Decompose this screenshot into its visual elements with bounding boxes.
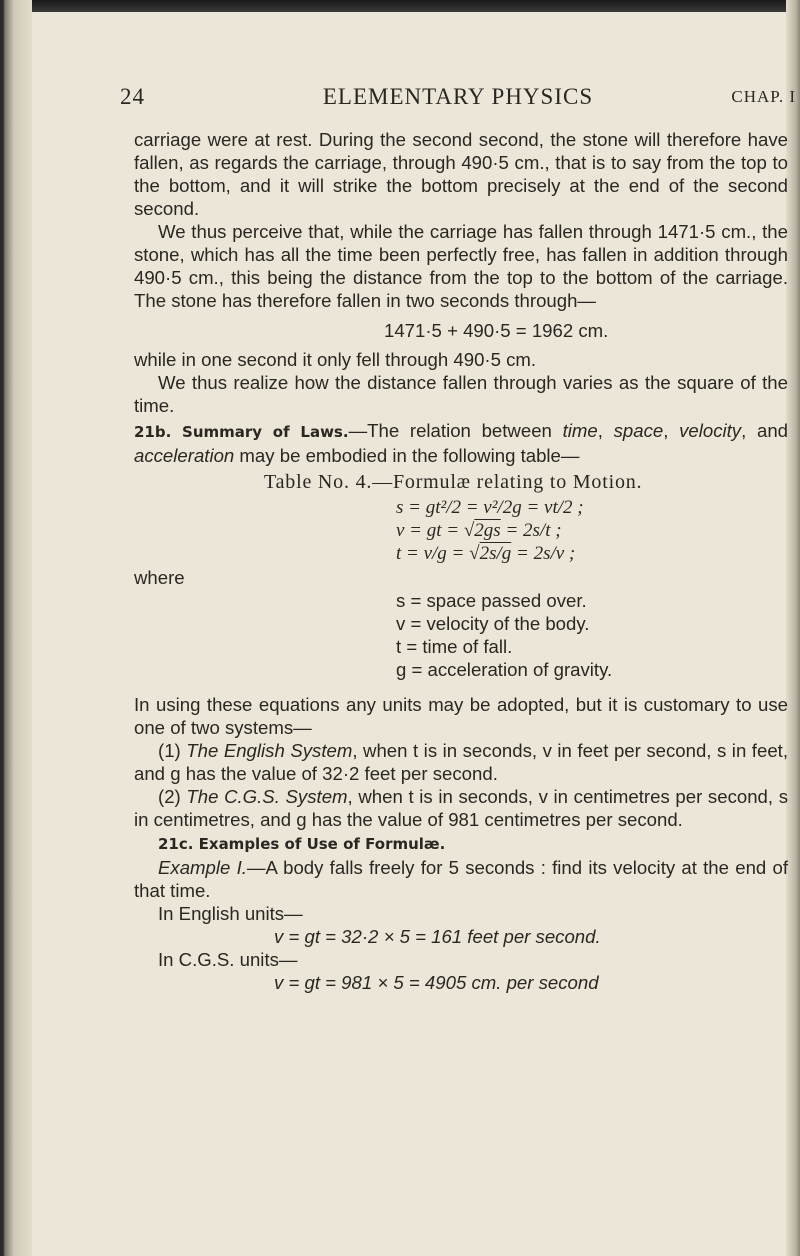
running-header: [120, 84, 796, 114]
where-label: where: [134, 567, 185, 588]
term-velocity: velocity: [679, 420, 742, 441]
section-21b: 21b. Summary of Laws.—The relation between time, space, velocity, and acceleration may be embodied in the following table—: [134, 420, 788, 466]
calculation: v = gt = 981 × 5 = 4905 cm. per second: [274, 972, 599, 993]
example-paragraph: Example I.—A body falls freely for 5 seconds : find its velocity at the end of that time.: [134, 857, 788, 901]
cgs-system-name: The C.G.S. System: [186, 786, 348, 807]
definition: s = space passed over.: [396, 590, 587, 611]
definition: g = acceleration of gravity.: [396, 659, 613, 680]
units-label: In C.G.S. units—: [158, 949, 298, 970]
running-title: ELEMENTARY PHYSICS: [322, 84, 594, 109]
section-number: 21c.: [158, 835, 194, 853]
english-system-item: (1) The English System, when t is in seconds, v in feet per second, s in feet, and g has the value of 32·2 feet per second.: [134, 740, 788, 784]
section-title: Summary of Laws.: [182, 423, 349, 441]
equation: 1471·5 + 490·5 = 1962 cm.: [384, 320, 609, 341]
section-title: Examples of Use of Formulæ.: [198, 835, 446, 853]
paragraph: while in one second it only fell through 490·5 cm.: [134, 349, 537, 370]
page-body: [134, 128, 788, 994]
table-title: Table No. 4.—Formulæ relating to Motion.: [264, 471, 643, 493]
page-number: 24: [120, 84, 145, 109]
definition: t = time of fall.: [396, 636, 513, 657]
english-system-name: The English System: [186, 740, 353, 761]
scan-right-edge: [786, 0, 800, 1256]
term-time: time: [562, 420, 598, 441]
section-number: 21b.: [134, 423, 172, 441]
units-label: In English units—: [158, 903, 303, 924]
example-label: Example I.: [158, 857, 247, 878]
cgs-system-item: (2) The C.G.S. System, when t is in seconds, v in centimetres per second, s in centimetres, and g has the value of 981 centimetres per second.: [134, 786, 789, 830]
section-21c: [134, 831, 788, 856]
definition: v = velocity of the body.: [396, 613, 590, 634]
calculation: v = gt = 32·2 × 5 = 161 feet per second.: [274, 926, 601, 947]
paragraph: In using these equations any units may be adopted, but it is customary to use one of two systems—: [134, 694, 788, 738]
formula-line: v = gt = √2gs = 2s/t ;: [396, 520, 562, 541]
formula-line: t = v/g = √2s/g = 2s/v ;: [396, 543, 576, 564]
chapter-label: CHAP. I: [731, 87, 796, 106]
term-acceleration: acceleration: [134, 445, 235, 466]
formula-table: [134, 496, 788, 566]
term-space: space: [613, 420, 664, 441]
scan-binding-edge: [0, 0, 32, 1256]
paragraph: We thus realize how the distance fallen through varies as the square of the time.: [134, 372, 788, 416]
paragraph: carriage were at rest. During the second second, the stone will therefore have fallen, as regards the carriage, through 490·5 cm., that is to say from the top to the bottom, and it will strike the bottom precisely at the end of the second second.: [134, 129, 788, 219]
formula-line: s = gt²/2 = v²/2g = vt/2 ;: [396, 497, 584, 518]
scan-top-edge: [0, 0, 800, 12]
paragraph: We thus perceive that, while the carriage has fallen through 1471·5 cm., the stone, which has all the time been perfectly free, has fallen in addition through 490·5 cm., this being the distance from the top to the bottom of the carriage. The stone has therefore fallen in two seconds through—: [134, 221, 788, 311]
variable-definitions: [134, 589, 788, 681]
section-text: —The relation between: [348, 420, 563, 441]
